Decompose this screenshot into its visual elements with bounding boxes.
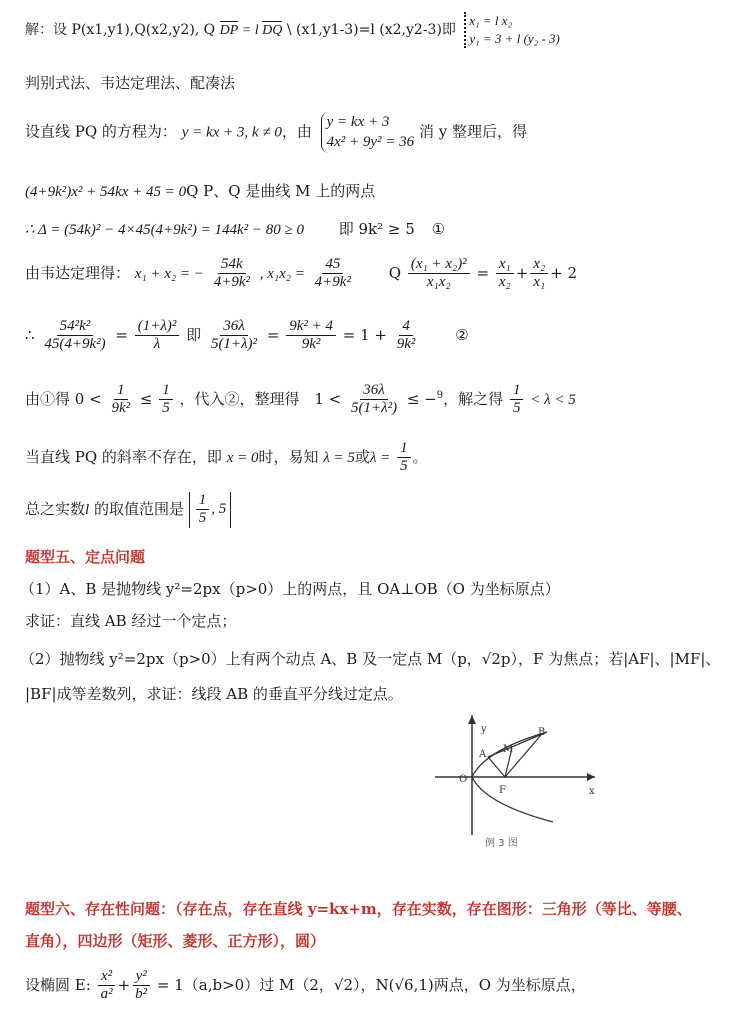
text: 9	[436, 389, 444, 401]
vector-dq: DQ	[262, 23, 283, 39]
numerator: 4	[399, 318, 413, 336]
circled-marker: ②	[455, 325, 469, 344]
text: = 1（a,b>0）过 M（2，√2），N(√6,1)两点，O 为坐标原点，	[156, 975, 586, 994]
text: ≤	[139, 389, 153, 408]
point-b-label: B	[538, 727, 546, 738]
numerator: (x₁ + x₂)²	[408, 256, 470, 274]
numerator: 54k	[218, 256, 246, 274]
text: 的取值范围是	[93, 499, 184, 518]
equation: λ =	[369, 449, 391, 466]
numerator: 9k² + 4	[286, 318, 336, 336]
equation: y₁ = 3 + l (y₂ - 3)	[469, 31, 560, 47]
text: = l	[238, 23, 263, 39]
numerator: y²	[133, 968, 150, 986]
fraction	[132, 968, 150, 1004]
numerator: 36λ	[360, 382, 388, 400]
quadratic-line	[25, 180, 375, 201]
text: , 5	[211, 501, 227, 518]
text: =	[266, 325, 280, 344]
denominator: 4+9k²	[314, 274, 351, 291]
denominator: x₂	[498, 274, 511, 291]
equation: y = kx + 3	[326, 114, 390, 130]
numerator: 54²k²	[57, 318, 94, 336]
equation: λ = 5	[323, 449, 355, 466]
equation-system	[321, 112, 415, 153]
vieta-line	[25, 256, 577, 292]
text: 设椭圆 E:	[25, 975, 91, 994]
text: 解：设 P(x1,y1),Q(x2,y2), Q	[25, 22, 220, 39]
numerator: x₁	[496, 256, 514, 274]
problem-2-cont: |BF|成等差数列，求证：线段 AB 的垂直平分线过定点。	[25, 685, 403, 703]
ellipse-problem	[25, 968, 586, 1004]
numerator: (1+λ)²	[135, 318, 180, 336]
vertical-slope-line	[25, 440, 428, 476]
problem-1: （1）A、B 是抛物线 y²=2px（p>0）上的两点，且 OA⊥OB（O 为坐标原点）	[20, 580, 560, 598]
focus-label: F	[499, 785, 506, 796]
fraction	[98, 968, 116, 1004]
numerator: 1	[114, 382, 128, 400]
range-derivation-line	[25, 382, 576, 418]
text: = 1 +	[342, 325, 387, 344]
text: 由韦达定理得：	[25, 263, 131, 282]
fraction	[108, 382, 133, 418]
denominator: 5	[162, 400, 170, 417]
x-axis-label: x	[589, 786, 595, 797]
denominator: 5(1+λ²)	[350, 400, 398, 417]
fraction	[348, 382, 400, 418]
discriminant-line	[25, 218, 445, 239]
text: +	[117, 975, 131, 994]
fraction	[159, 382, 173, 418]
text: ≤ −	[406, 389, 437, 408]
origin-label: O	[459, 774, 468, 785]
denominator: 45(4+9k²)	[44, 336, 106, 353]
fraction	[196, 492, 210, 528]
denominator: x₁x₂	[426, 274, 451, 291]
fraction	[510, 382, 524, 418]
point-a-label: A	[479, 749, 487, 760]
text: Q P、Q 是曲线 M 上的两点	[186, 182, 376, 200]
fraction	[135, 318, 180, 354]
point-m-label: M	[503, 744, 514, 755]
fraction	[397, 440, 411, 476]
interval	[189, 492, 232, 528]
text: =	[476, 263, 490, 282]
denominator: 5	[400, 458, 408, 475]
fraction	[394, 318, 419, 354]
text: +	[515, 263, 529, 282]
denominator: 9k²	[301, 336, 321, 353]
text: ，由	[281, 122, 312, 141]
equation-system	[464, 12, 559, 48]
parabola-figure	[425, 710, 605, 854]
numerator: 1	[510, 382, 524, 400]
problem-1-proof: 求证：直线 AB 经过一个定点；	[25, 612, 237, 630]
fraction	[286, 318, 336, 354]
numerator: x₂	[530, 256, 548, 274]
equation: < λ < 5	[530, 391, 576, 408]
fraction	[41, 318, 108, 354]
fraction	[530, 256, 548, 292]
text: 即	[186, 325, 202, 344]
text: \ (x1,y1-3)=l (x2,y2-3)即	[282, 22, 456, 39]
text: 消 y 整理后，得	[418, 122, 527, 141]
numerator: 45	[322, 256, 343, 274]
denominator: x₁	[533, 274, 546, 291]
equation: y = kx + 3, k ≠ 0	[181, 124, 282, 141]
denominator: 5	[512, 400, 521, 417]
conclusion-line	[25, 492, 231, 528]
text: 总之实数	[25, 499, 86, 518]
text: =	[115, 325, 128, 344]
denominator: b²	[135, 986, 148, 1003]
equation: (4+9k²)x² + 54kx + 45 = 0	[25, 184, 187, 200]
variable: l	[85, 501, 90, 518]
problem-2: （2）抛物线 y²=2px（p>0）上有两个动点 A、B 及一定点 M（p，√2p），F 为焦点；若|AF|、|MF|、	[20, 650, 721, 668]
equation: x = 0	[226, 449, 259, 466]
denominator: a²	[100, 986, 113, 1003]
circled-marker: ①	[431, 220, 446, 238]
text: 设直线 PQ 的方程为：	[25, 122, 177, 141]
y-axis-label: y	[481, 724, 487, 735]
vector-dp: DP	[219, 23, 239, 39]
text: Q	[388, 263, 402, 282]
solution-line-1	[25, 12, 560, 48]
fraction	[496, 256, 514, 292]
text: ∴	[25, 325, 35, 344]
denominator: 9k²	[396, 336, 416, 353]
text: ，代入②，整理得	[179, 389, 300, 408]
text: 由①得 0 <	[25, 389, 102, 408]
text: ，解之得	[443, 389, 504, 408]
denominator: 9k²	[111, 400, 131, 417]
text: 1 <	[314, 389, 342, 408]
denominator: 5(1+λ)²	[210, 336, 258, 353]
numerator: 36λ	[220, 318, 248, 336]
section-heading-6a: 题型六、存在性问题：（存在点，存在直线 y=kx+m，存在实数，存在图形：三角形（等比、等腰、	[25, 900, 692, 918]
equation: ∴ Δ = (54k)² − 4×45(4+9k²) = 144k² − 80 ≥ 0	[25, 222, 304, 238]
text: 即 9k² ≥ 5	[338, 220, 415, 238]
numerator: 1	[397, 440, 411, 458]
parabola-diagram	[425, 710, 605, 850]
line-equation	[25, 112, 527, 153]
section-heading-6b: 直角），四边形（矩形、菱形、正方形），圆）	[25, 932, 326, 950]
equation: , x₁x₂ =	[259, 265, 305, 282]
figure-caption: 例 3 图	[485, 838, 518, 849]
fraction	[408, 256, 470, 292]
equation: x₁ + x₂ = −	[134, 265, 204, 282]
lambda-relation-line	[25, 318, 469, 354]
equation: x₁ = l x₂	[469, 13, 513, 28]
equation: 4x² + 9y² = 36	[326, 134, 415, 151]
text: 或	[354, 447, 370, 466]
text: + 2	[550, 263, 578, 282]
denominator: λ	[153, 336, 161, 353]
numerator: 1	[159, 382, 173, 400]
fraction	[211, 256, 253, 292]
methods-line: 判别式法、韦达定理法、配凑法	[25, 74, 236, 92]
text: 时，易知	[258, 447, 319, 466]
denominator: 4+9k²	[213, 274, 250, 291]
fraction	[312, 256, 354, 292]
fraction	[208, 318, 260, 354]
numerator: 1	[196, 492, 210, 510]
denominator: 5	[198, 510, 207, 527]
section-heading-5: 题型五、定点问题	[25, 548, 146, 566]
text: 。	[412, 447, 428, 466]
text: 当直线 PQ 的斜率不存在，即	[25, 447, 222, 466]
numerator: x²	[98, 968, 115, 986]
